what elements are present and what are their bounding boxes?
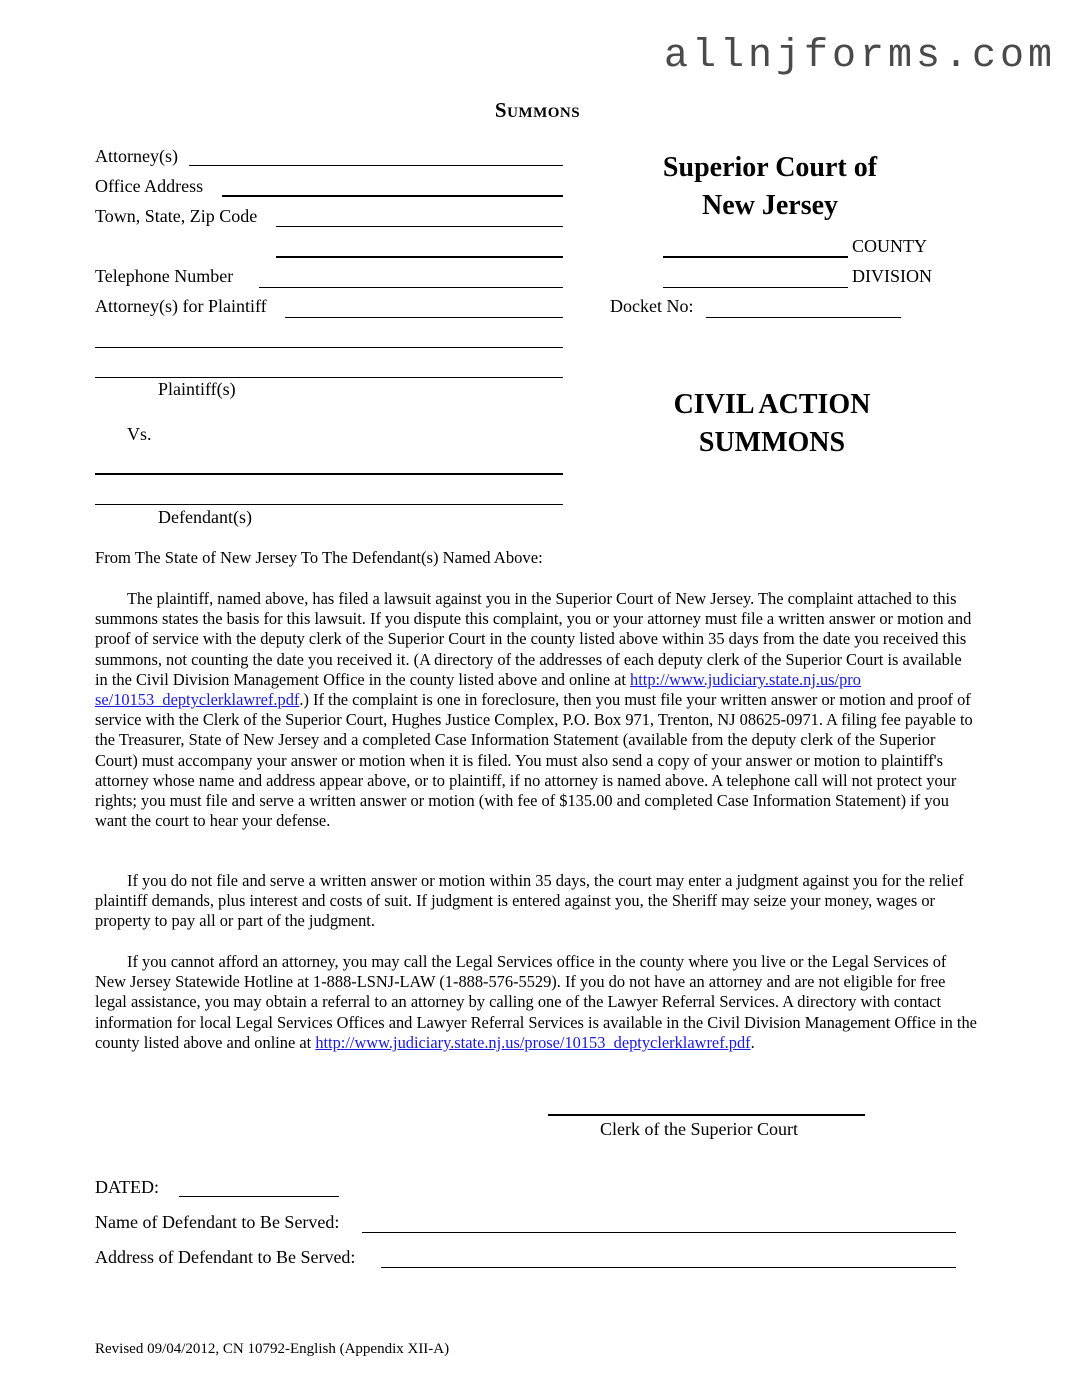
town-state-zip-label: Town, State, Zip Code [95, 206, 258, 226]
docket-label: Docket No: [610, 296, 694, 316]
telephone-label: Telephone Number [95, 266, 234, 286]
attorneys-field[interactable] [189, 165, 563, 166]
court-name-line-2: New Jersey [701, 190, 839, 221]
directory-link-2[interactable]: http://www.judiciary.state.nj.us/prose/10153_deptyclerklawref.pdf [315, 1032, 751, 1052]
paragraph-1: The plaintiff, named above, has filed a lawsuit against you in the Superior Court of New Jersey. The complaint attached to this summons states the basis for this lawsuit. If you dispute this complaint, you or your attorney must file a written answer or motion and proof of service with the deputy clerk of the Superior Court in the county listed above within 35 days from the date you received this summons, not counting the date you received it. (A directory of the addresses of each deputy clerk of the Superior Court is available in the Civil Division Management Office in the county listed above and online at http://www.judiciary.state.nj.us/pro se/10153_deptyclerklawref.pdf.) If the complaint is one in foreclosure, then you must file your written answer or motion and proof of service with the Clerk of the Superior Court, Hughes Justice Complex, P.O. Box 971, Trenton, NJ 08625-0971. A filing fee payable to the Treasurer, State of New Jersey and a completed Case Information Statement (available from the deputy clerk of the Superior Court) must accompany your answer or motion when it is filed. You must also send a copy of your answer or motion to plaintiff's attorney whose name and address appear above, or to plaintiff, if no attorney is named above. A telephone call will not protect your rights; you must file and serve a written answer or motion (with fee of $135.00 and completed Case Information Statement) if you want the court to hear your defense. [95, 589, 973, 831]
paragraph-2: If you do not file and serve a written answer or motion within 35 days, the court may enter a judgment against you for the relief plaintiff demands, plus interest and costs of suit. If judgment is entered against you, the Sheriff may seize your money, wages or property to pay all or part of the judgment. [95, 871, 964, 931]
clerk-label: Clerk of the Superior Court [600, 1119, 798, 1139]
vs-label: Vs. [127, 424, 152, 444]
defendant-name-field-1[interactable] [95, 473, 563, 475]
defendant-address-label: Address of Defendant to Be Served: [95, 1247, 356, 1267]
office-address-label: Office Address [95, 176, 204, 196]
attorney-for-plaintiff-field[interactable] [285, 317, 563, 318]
defendant-address-served-field[interactable] [381, 1267, 956, 1268]
defendants-label: Defendant(s) [158, 507, 252, 527]
revision-footer: Revised 09/04/2012, CN 10792-English (Appendix XII-A) [95, 1341, 450, 1357]
attorney-for-plaintiff-label: Attorney(s) for Plaintiff [95, 296, 267, 316]
clerk-signature-line[interactable] [548, 1114, 865, 1116]
docket-field[interactable] [706, 317, 901, 318]
defendant-name-field-2[interactable] [95, 504, 563, 505]
paragraph-3: If you cannot afford an attorney, you may call the Legal Services office in the county where you live or the Legal Services of New Jersey Statewide Hotline at 1-888-LSNJ-LAW (1-888-576-5529). If you do not have an attorney and are not eligible for free legal assistance, you may obtain a referral to an attorney by calling one of the Lawyer Referral Services. A directory with contact information for local Legal Services Offices and Lawyer Referral Services is available in the Civil Division Management Office in the county listed above and online at http://www.judiciary.state.nj.us/prose/10153_deptyclerklawref.pdf. [95, 952, 977, 1052]
county-field[interactable] [663, 256, 848, 258]
telephone-field[interactable] [259, 287, 563, 288]
defendant-name-label: Name of Defendant to Be Served: [95, 1212, 340, 1232]
office-address-field[interactable] [222, 195, 563, 197]
dated-label: DATED: [95, 1177, 159, 1197]
civil-action-line-1: CIVIL ACTION [673, 389, 871, 420]
town-state-zip-field[interactable] [276, 226, 563, 227]
plaintiff-name-field-1[interactable] [95, 347, 563, 348]
civil-action-title [622, 386, 922, 462]
civil-action-line-2: SUMMONS [698, 427, 846, 458]
attorneys-label: Attorney(s) [95, 146, 178, 166]
page-title: Summons [494, 98, 581, 122]
intro-line: From The State of New Jersey To The Defendant(s) Named Above: [95, 548, 543, 567]
dated-field[interactable] [179, 1196, 339, 1197]
watermark: allnjforms.com [664, 34, 1057, 79]
court-name [620, 149, 920, 225]
division-field[interactable] [663, 287, 848, 288]
plaintiff-name-field-2[interactable] [95, 377, 563, 378]
county-label: COUNTY [852, 236, 927, 256]
address-extra-field[interactable] [276, 256, 563, 258]
division-label: DIVISION [852, 266, 932, 286]
court-name-line-1: Superior Court of [662, 152, 878, 183]
defendant-name-served-field[interactable] [362, 1232, 956, 1233]
plaintiffs-label: Plaintiff(s) [158, 379, 236, 399]
directory-link-1[interactable]: http://www.judiciary.state.nj.us/pro se/10153_deptyclerklawref.pdf [95, 669, 861, 710]
